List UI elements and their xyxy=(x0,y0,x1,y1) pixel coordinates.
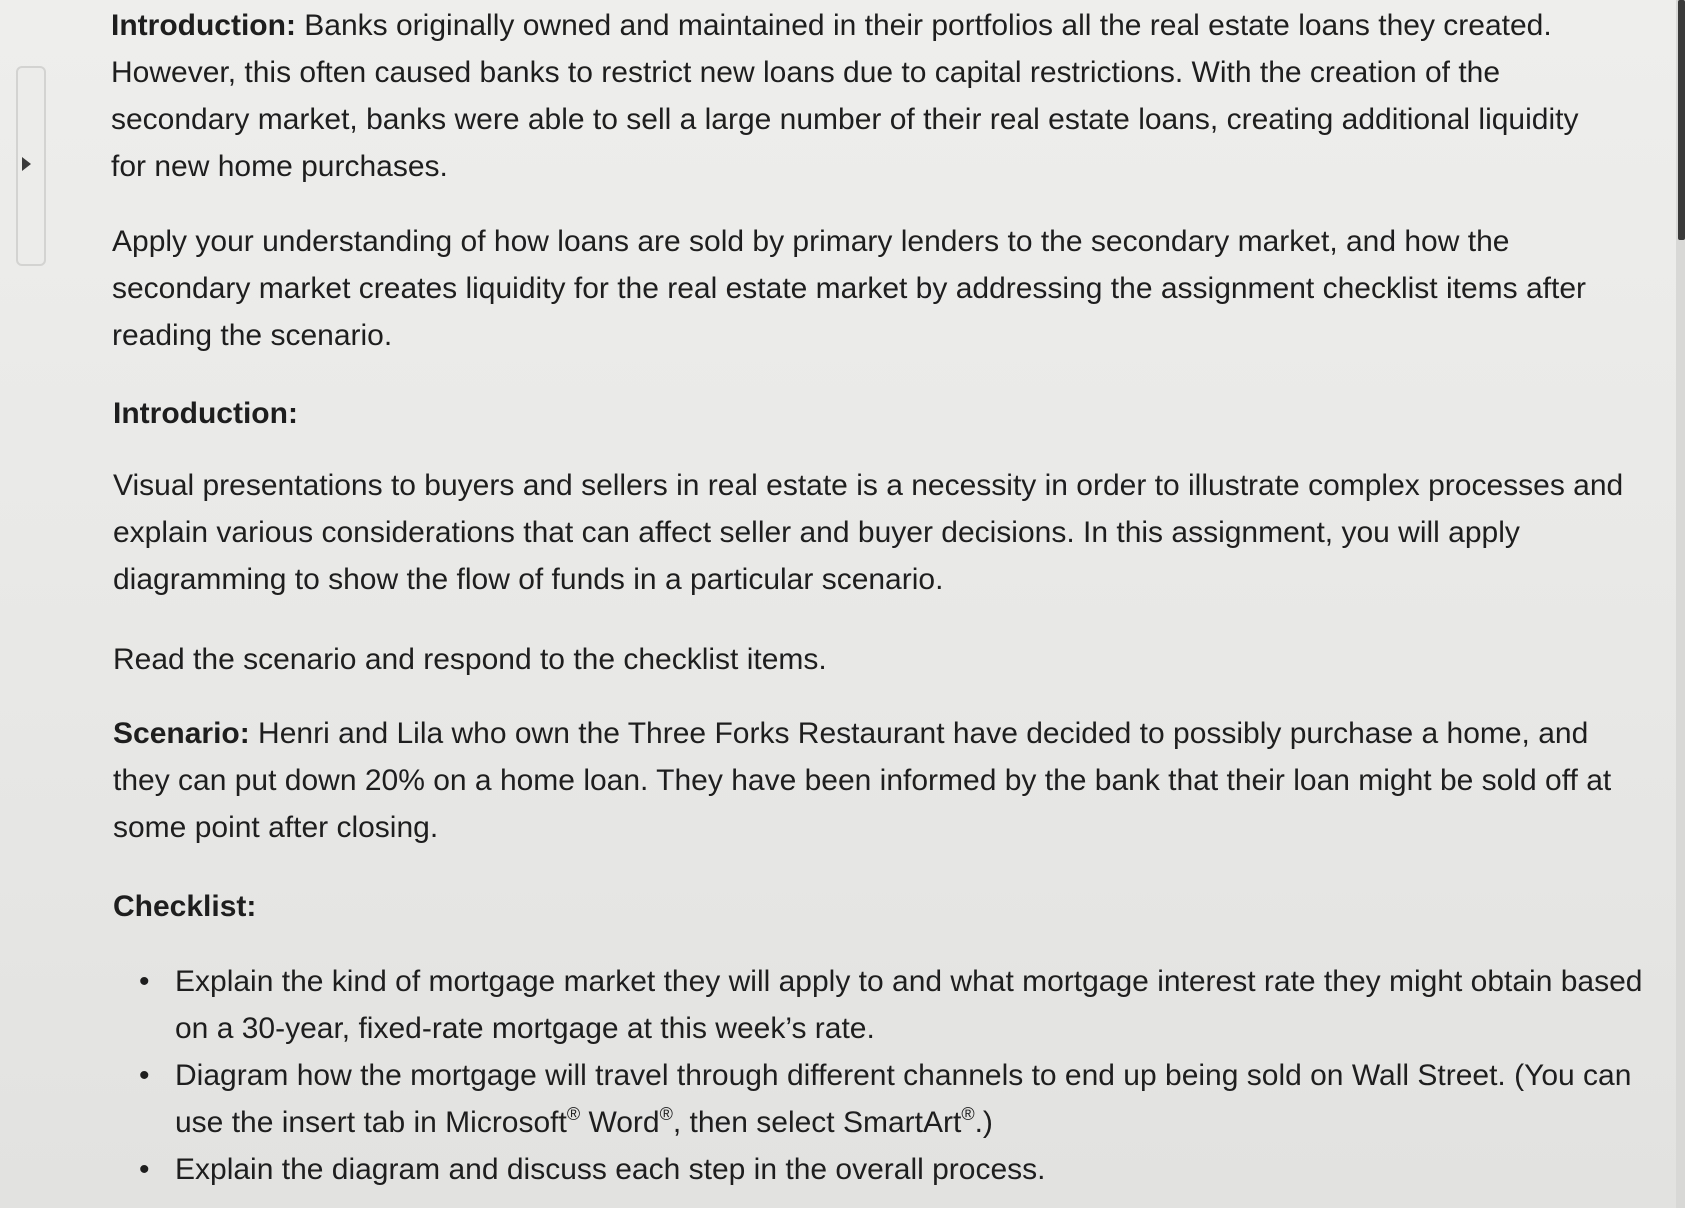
registered-mark: ® xyxy=(566,1104,581,1124)
checklist-item-text: Diagram how the mortgage will travel through different channels to end up being sold on Wall Street. (You can use the insert tab in Microsoft xyxy=(175,1059,1632,1139)
intro-label: Introduction: xyxy=(111,9,296,42)
checklist-item xyxy=(139,1146,1650,1193)
checklist-list xyxy=(141,958,1650,1193)
bullet-icon: • xyxy=(139,965,150,998)
registered-mark: ® xyxy=(659,1104,673,1124)
bullet-icon: • xyxy=(139,1059,150,1092)
expand-arrow-icon[interactable] xyxy=(22,157,31,171)
visual-paragraph: Visual presentations to buyers and sellers in real estate is a necessity in order to illustrate complex processes and explain various considerations that can affect seller and buyer decisions. In this assignment, you will apply diagramming to show the flow of funds in a particular scenario. xyxy=(113,469,1624,596)
checklist-item-text: Explain the diagram and discuss each step in the overall process. xyxy=(175,1153,1046,1186)
read-instruction: Read the scenario and respond to the checklist items. xyxy=(113,643,827,676)
checklist-item-text-word: Word xyxy=(580,1106,660,1139)
bullet-icon: • xyxy=(139,1153,150,1186)
scenario-text: Henri and Lila who own the Three Forks Restaurant have decided to possibly purchase a home, and they can put down 20% on a home loan. They have been informed by the bank that their loan might be sold off at some point after closing. xyxy=(113,717,1612,844)
checklist-item xyxy=(139,958,1650,1052)
checklist-heading: Checklist: xyxy=(113,890,257,923)
scrollbar-thumb[interactable] xyxy=(1678,0,1685,240)
checklist-item-text-end: .) xyxy=(974,1106,993,1139)
checklist-item xyxy=(139,1052,1650,1146)
registered-mark: ® xyxy=(961,1104,975,1124)
intro-paragraph xyxy=(111,2,1616,190)
scenario-label: Scenario: xyxy=(113,717,250,750)
scenario-paragraph xyxy=(113,710,1618,851)
intro-text: Banks originally owned and maintained in their portfolios all the real estate loans they created. However, this often caused banks to restrict new loans due to capital restrictions. With the creation of the secondary market, banks were able to sell a large number of their real estate loans, creating additional liquidity for new home purchases. xyxy=(111,9,1579,183)
introduction-heading: Introduction: xyxy=(113,397,298,430)
checklist-item-text-smartart: , then select SmartArt xyxy=(672,1106,962,1139)
checklist-item-text: Explain the kind of mortgage market they will apply to and what mortgage interest rate they might obtain based on a 30-year, fixed-rate mortgage at this week’s rate. xyxy=(175,965,1643,1045)
side-panel-toggle[interactable] xyxy=(16,66,46,266)
apply-paragraph: Apply your understanding of how loans are sold by primary lenders to the secondary market, and how the secondary market creates liquidity for the real estate market by addressing the assignment checklist items after reading the scenario. xyxy=(112,225,1586,352)
